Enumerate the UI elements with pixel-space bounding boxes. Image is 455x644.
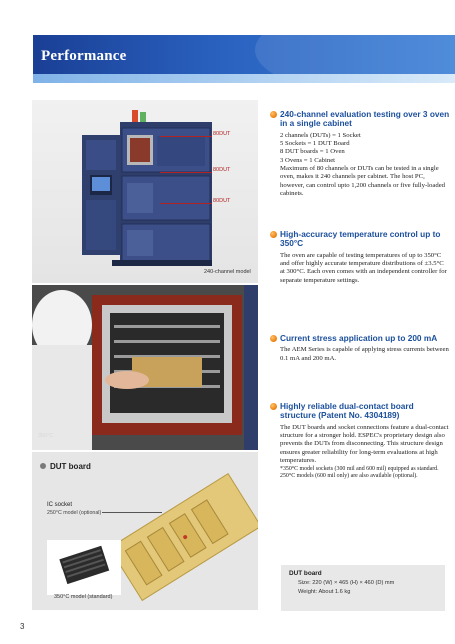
dut-heading-text: DUT board [50, 462, 91, 471]
photo-caption: 240-channel model [204, 269, 251, 275]
feature-line: Maximum of 80 channels or DUTs can be tested in a single oven, makes it 240 channels per cabinet. The host PC, however, can control upto 1,200 channels or five fully-loaded cabinets. [280, 165, 446, 197]
oven-label-1: 80DUT [213, 131, 231, 137]
label-leader [160, 172, 212, 173]
feature-body [270, 132, 450, 198]
feature-body: The DUT boards and socket connections feature a dual-contact structure for a stronger hold. ESPEC's proprietary design also prevents the DUTs from disconnecting. This structure design ensures greater reliability for long-term evaluations at high temperatures. [280, 423, 449, 464]
temp-tag: 350°C [38, 433, 54, 439]
feature-dual-contact [270, 402, 450, 480]
dut-spec-box [281, 565, 445, 611]
feature-heading [270, 402, 450, 421]
oven-photo [32, 285, 258, 450]
feature-heading [270, 230, 450, 249]
dut-board-panel [32, 452, 258, 610]
banner-band [33, 74, 455, 83]
feature-title: High-accuracy temperature control up to 350°C [280, 229, 441, 249]
dut-board-illustration [32, 452, 258, 610]
spec-size: Size: 220 (W) × 465 (H) × 460 (D) mm [298, 580, 395, 586]
standard-caption: 350°C model (standard) [54, 594, 113, 600]
label-leader [160, 203, 212, 204]
feature-title: Current stress application up to 200 mA [280, 333, 438, 343]
feature-heading [270, 110, 450, 129]
feature-body: The oven are capable of testing temperatures of up to 350°C and offer highly accurate temperature distributions of ±3.5°C at 300°C. Each oven comes with an independent controller for separate temperature settings. [280, 251, 447, 284]
oven-label-3: 80DUT [213, 198, 231, 204]
feature-line: 3 Ovens = 1 Cabinet [280, 156, 336, 164]
oven-illustration [32, 285, 258, 450]
oven-label-2: 80DUT [213, 167, 231, 173]
feature-heading [270, 334, 450, 343]
bullet-icon [270, 231, 277, 238]
feature-line: 5 Sockets = 1 DUT Board [280, 140, 350, 148]
spec-weight: Weight: About 1.6 kg [298, 589, 351, 595]
bullet-icon [270, 403, 277, 410]
ic-socket-label: IC socket [47, 502, 73, 508]
label-leader [160, 136, 212, 137]
bullet-icon [270, 111, 277, 118]
feature-current-stress [270, 334, 450, 363]
feature-body: The AEM Series is capable of applying stress currents between 0.1 mA and 200 mA. [280, 346, 449, 362]
section-title: Performance [41, 48, 127, 64]
cabinet-illustration [32, 100, 258, 283]
spec-heading: DUT board [289, 570, 322, 577]
feature-line: 8 DUT boards = 1 Oven [280, 148, 345, 156]
feature-temperature [270, 230, 450, 285]
socket-leader [102, 512, 162, 513]
feature-note: *350°C model sockets (300 mil and 600 mil) equipped as standard. 250°C models (600 mil only) are also available (optional). [280, 466, 439, 480]
ic-socket-sublabel: 250°C model (optional) [47, 510, 102, 516]
page-number: 3 [20, 622, 25, 631]
feature-line: 2 channels (DUTs) = 1 Socket [280, 131, 361, 139]
section-banner [33, 35, 455, 83]
feature-title: Highly reliable dual-contact board structure (Patent No. 4304189) [280, 401, 414, 421]
cabinet-photo [32, 100, 258, 283]
feature-240-channel [270, 110, 450, 198]
bullet-icon [270, 335, 277, 342]
feature-title: 240-channel evaluation testing over 3 oven in a single cabinet [280, 109, 450, 129]
